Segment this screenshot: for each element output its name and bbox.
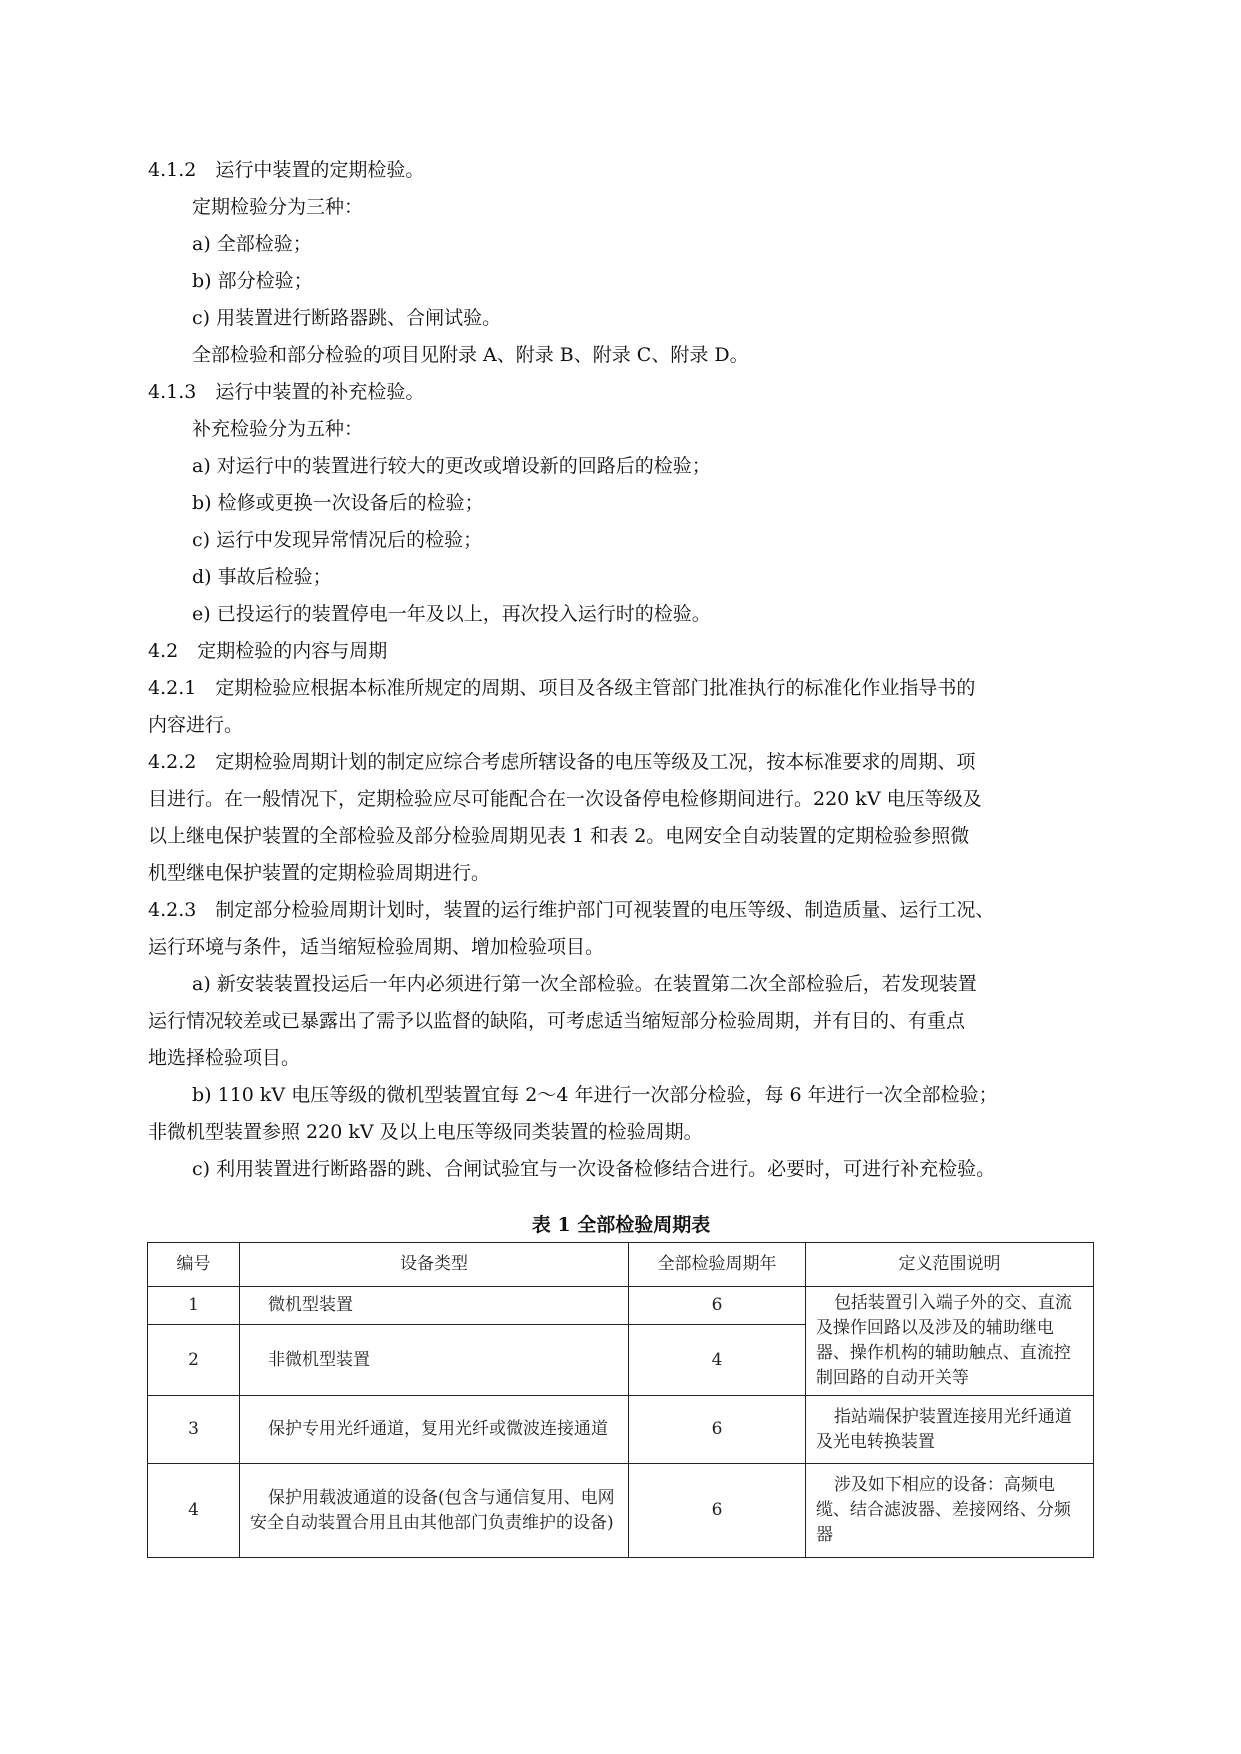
table-row	[148, 1287, 1094, 1325]
text-line: b) 部分检验；	[192, 270, 313, 292]
cell-definition-text: 包括装置引入端子外的交、直流及操作回路以及涉及的辅助继电器、操作机构的辅助触点、直流控制回路的自动开关等	[815, 1293, 1072, 1388]
text-line: b) 110 kV 电压等级的微机型装置宜每 2～4 年进行一次部分检验，每 6 年进行一次全部检验；	[192, 1084, 998, 1106]
text-line: d) 事故后检验；	[192, 566, 332, 588]
text-line: 4.2.2 定期检验周期计划的制定应综合考虑所辖设备的电压等级及工况，按本标准要求的周期、项	[148, 751, 976, 773]
text-line: 以上继电保护装置的全部检验及部分检验周期见表 1 和表 2。电网安全自动装置的定期检验参照微	[148, 825, 970, 847]
text-line: 运行环境与条件，适当缩短检验周期、增加检验项目。	[148, 936, 605, 958]
text-line: 4.1.2 运行中装置的定期检验。	[148, 159, 425, 181]
table-row	[148, 1464, 1094, 1558]
header-definition: 定义范围说明	[805, 1243, 1093, 1287]
text-line: c) 运行中发现异常情况后的检验；	[192, 529, 483, 551]
text-line: 4.1.3 运行中装置的补充检验。	[148, 381, 425, 403]
text-line: 内容进行。	[148, 714, 244, 736]
text-line: 全部检验和部分检验的项目见附录 A、附录 B、附录 C、附录 D。	[192, 344, 749, 366]
cell-number: 4	[148, 1464, 240, 1558]
text-line: 地选择检验项目。	[148, 1047, 301, 1069]
cell-cycle-years: 6	[629, 1464, 806, 1558]
cell-device-type-text: 保护专用光纤通道，复用光纤或微波连接通道	[267, 1419, 608, 1439]
table-row	[148, 1396, 1094, 1464]
text-line: 补充检验分为五种：	[192, 418, 364, 440]
text-line: 4.2 定期检验的内容与周期	[148, 640, 388, 662]
text-line: 机型继电保护装置的定期检验周期进行。	[148, 862, 491, 884]
text-line: a) 新安装装置投运后一年内必须进行第一次全部检验。在装置第二次全部检验后，若发现装置	[192, 973, 977, 995]
header-number: 编号	[148, 1243, 240, 1287]
text-line: a) 对运行中的装置进行较大的更改或增设新的回路后的检验；	[192, 455, 711, 477]
text-line: c) 利用装置进行断路器的跳、合闸试验宜与一次设备检修结合进行。必要时，可进行补充检验。	[192, 1158, 996, 1180]
cell-definition	[805, 1287, 1093, 1396]
cell-device-type	[239, 1396, 628, 1464]
text-line: 4.2.1 定期检验应根据本标准所规定的周期、项目及各级主管部门批准执行的标准化作业指导书的	[148, 677, 976, 699]
cell-device-type	[239, 1287, 628, 1325]
text-line: 定期检验分为三种：	[192, 196, 364, 218]
table-title: 表 1 全部检验周期表	[531, 1214, 711, 1236]
text-line: 运行情况较差或已暴露出了需予以监督的缺陷，可考虑适当缩短部分检验周期，并有目的、有重点	[148, 1010, 966, 1032]
cell-device-type-text: 微机型装置	[267, 1295, 353, 1316]
cell-definition	[805, 1464, 1093, 1558]
cell-number: 2	[148, 1325, 240, 1396]
text-line: 4.2.3 制定部分检验周期计划时，装置的运行维护部门可视装置的电压等级、制造质量、运行工况、	[148, 899, 995, 921]
cell-definition-text: 指站端保护装置连接用光纤通道及光电转换装置	[815, 1406, 1072, 1452]
text-line: 非微机型装置参照 220 kV 及以上电压等级同类装置的检验周期。	[148, 1121, 703, 1143]
text-line: c) 用装置进行断路器跳、合闸试验。	[192, 307, 502, 329]
cell-number: 1	[148, 1287, 240, 1325]
text-line: 目进行。在一般情况下，定期检验应尽可能配合在一次设备停电检修期间进行。220 kV 电压等级及	[148, 788, 982, 810]
cell-number: 3	[148, 1396, 240, 1464]
header-cycle-years: 全部检验周期年	[629, 1243, 806, 1287]
cell-cycle-years: 4	[629, 1325, 806, 1396]
text-line: b) 检修或更换一次设备后的检验；	[192, 492, 484, 514]
cell-definition	[805, 1396, 1093, 1464]
cell-device-type-text: 保护用载波通道的设备(包含与通信复用、电网安全自动装置合用且由其他部门负责维护的设备)	[249, 1487, 615, 1533]
cell-cycle-years: 6	[629, 1287, 806, 1325]
text-line: e) 已投运行的装置停电一年及以上，再次投入运行时的检验。	[192, 603, 711, 625]
inspection-cycle-table	[147, 1242, 1094, 1558]
cell-cycle-years: 6	[629, 1396, 806, 1464]
cell-device-type-text: 非微机型装置	[267, 1349, 370, 1370]
cell-device-type	[239, 1325, 628, 1396]
cell-definition-text: 涉及如下相应的设备：高频电缆、结合滤波器、差接网络、分频器	[815, 1475, 1071, 1545]
header-device-type: 设备类型	[239, 1243, 628, 1287]
text-line: a) 全部检验；	[192, 233, 312, 255]
table-header-row	[148, 1243, 1094, 1287]
cell-device-type	[239, 1464, 628, 1558]
